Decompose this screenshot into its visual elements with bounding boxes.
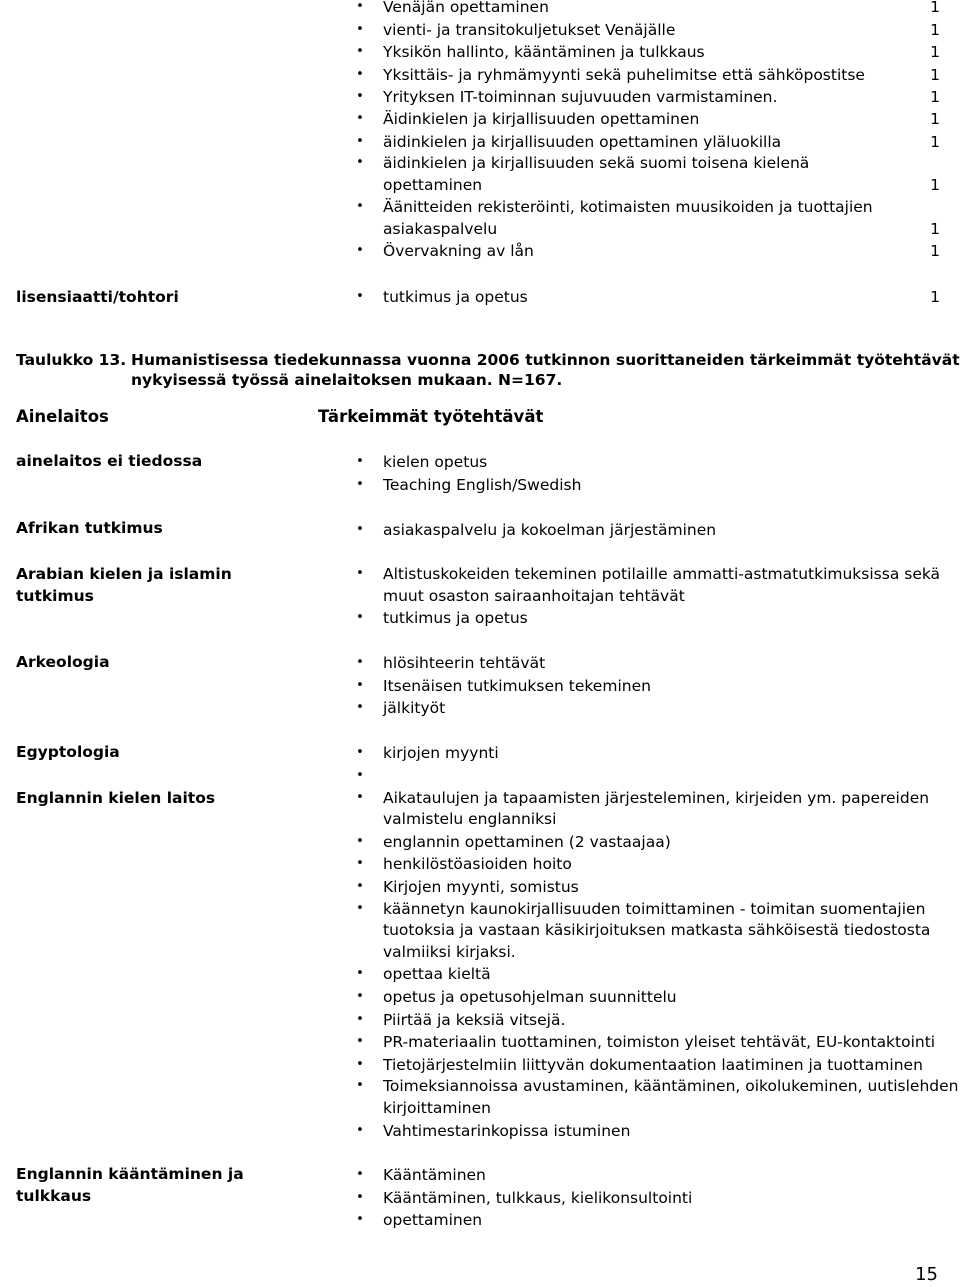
task-text: englannin opettaminen (2 vastaajaa): [383, 833, 671, 851]
list-item: [0, 196, 960, 218]
list-item-count: 1: [930, 176, 940, 194]
list-item: [0, 41, 960, 63]
list-item-text: Äänitteiden rekisteröinti, kotimaisten muusikoiden ja tuottajien: [383, 198, 873, 216]
department-name: Afrikan tutkimus: [16, 519, 163, 537]
bullet-icon: •: [356, 522, 364, 537]
bullet-icon: •: [356, 454, 364, 469]
bullet-icon: •: [356, 790, 364, 805]
task-text: Toimeksiannoissa avustaminen, kääntäminen, oikolukeminen, uutislehden: [383, 1077, 959, 1095]
list-item-text: äidinkielen ja kirjallisuuden opettaminen yläluokilla: [383, 133, 782, 151]
list-item-text: äidinkielen ja kirjallisuuden sekä suomi toisena kielenä: [383, 154, 810, 172]
bullet-icon: •: [356, 477, 364, 492]
list-item-text: Yksittäis- ja ryhmämyynti sekä puhelimitse että sähköpostitse: [383, 66, 865, 84]
task-text: Aikataulujen ja tapaamisten järjesteleminen, kirjeiden ym. papereiden: [383, 789, 930, 807]
task-text: tuotoksia ja vastaan käsikirjoituksen matkasta sähköisestä tiedostosta: [383, 921, 931, 939]
column-header-department: Ainelaitos: [16, 407, 109, 426]
column-header-tasks: Tärkeimmät työtehtävät: [318, 407, 544, 426]
list-item-text: Yksikön hallinto, kääntäminen ja tulkkaus: [383, 43, 705, 61]
task-text: käännetyn kaunokirjallisuuden toimittaminen - toimitan suomentajien: [383, 900, 926, 918]
task-text: Vahtimestarinkopissa istuminen: [383, 1122, 631, 1140]
task-text: Kirjojen myynti, somistus: [383, 878, 579, 896]
task-item: [0, 1187, 960, 1209]
bullet-icon: •: [356, 289, 364, 304]
task-text: valmistelu englanniksi: [383, 810, 557, 828]
bullet-icon: •: [356, 134, 364, 149]
task-text: kirjojen myynti: [383, 744, 499, 762]
bullet-icon: •: [356, 768, 364, 783]
table-caption-line2: nykyisessä työssä ainelaitoksen mukaan. N=167.: [131, 371, 563, 389]
task-text: kielen opetus: [383, 453, 488, 471]
bullet-icon: •: [356, 0, 364, 14]
list-item-count: 1: [930, 110, 940, 128]
bullet-icon: •: [356, 700, 364, 715]
task-item: [0, 1054, 960, 1076]
task-item: [0, 563, 960, 585]
task-item: [0, 697, 960, 719]
degree-label: lisensiaatti/tohtori: [16, 288, 179, 306]
task-text: tutkimus ja opetus: [383, 609, 528, 627]
department-name: Englannin kielen laitos: [16, 789, 216, 807]
department-name: Arabian kielen ja islamin: [16, 565, 232, 583]
bullet-icon: •: [356, 834, 364, 849]
task-text: Itsenäisen tutkimuksen tekeminen: [383, 677, 651, 695]
bullet-icon: •: [356, 1057, 364, 1072]
bullet-icon: •: [356, 243, 364, 258]
task-text: Tietojärjestelmiin liittyvän dokumentaation laatiminen ja tuottaminen: [383, 1056, 923, 1074]
task-item: [0, 652, 960, 674]
bullet-icon: •: [356, 1123, 364, 1138]
task-item: [0, 607, 960, 629]
bullet-icon: •: [356, 111, 364, 126]
list-item-text: Övervakning av lån: [383, 242, 534, 260]
task-item-continuation: [0, 919, 960, 941]
list-item-text: Äidinkielen ja kirjallisuuden opettaminen: [383, 110, 700, 128]
task-item: [0, 675, 960, 697]
bullet-icon: •: [356, 1212, 364, 1227]
list-item: [0, 108, 960, 130]
bullet-icon: •: [356, 901, 364, 916]
department-name: ainelaitos ei tiedossa: [16, 452, 203, 470]
bullet-icon: •: [356, 879, 364, 894]
bullet-icon: •: [356, 856, 364, 871]
list-item-count: 1: [930, 43, 940, 61]
list-item: [0, 86, 960, 108]
bullet-icon: •: [356, 1078, 364, 1093]
department-name-continuation: tulkkaus: [16, 1187, 92, 1205]
bullet-icon: •: [356, 966, 364, 981]
task-text: Piirtää ja keksiä vitsejä.: [383, 1011, 566, 1029]
task-item: [0, 853, 960, 875]
task-text: asiakaspalvelu ja kokoelman järjestäminen: [383, 521, 717, 539]
list-item-text: Venäjän opettaminen: [383, 0, 549, 16]
bullet-icon: •: [356, 89, 364, 104]
list-item: [0, 240, 960, 262]
task-item: [0, 1009, 960, 1031]
bullet-icon: •: [356, 1034, 364, 1049]
task-item: [0, 1164, 960, 1186]
task-item: [0, 474, 960, 496]
list-item-text: opettaminen: [383, 176, 483, 194]
task-item-continuation: [0, 1097, 960, 1119]
list-item: [0, 152, 960, 174]
bullet-icon: •: [356, 67, 364, 82]
task-item: [0, 1120, 960, 1142]
list-item: [0, 19, 960, 41]
task-text: opetus ja opetusohjelman suunnittelu: [383, 988, 677, 1006]
department-name: Arkeologia: [16, 653, 110, 671]
list-item-count: 1: [930, 0, 940, 16]
list-item-count: 1: [930, 66, 940, 84]
bullet-icon: •: [356, 1012, 364, 1027]
bullet-icon: •: [356, 655, 364, 670]
bullet-icon: •: [356, 745, 364, 760]
bullet-icon: •: [356, 566, 364, 581]
task-text: henkilöstöasioiden hoito: [383, 855, 572, 873]
list-item-text: Yrityksen IT-toiminnan sujuvuuden varmistaminen.: [383, 88, 778, 106]
department-name: Egyptologia: [16, 743, 120, 761]
department-name: Englannin kääntäminen ja: [16, 1165, 244, 1183]
list-item-continuation: [0, 174, 960, 196]
task-text: hlösihteerin tehtävät: [383, 654, 546, 672]
task-item-continuation: [0, 808, 960, 830]
task-text: muut osaston sairaanhoitajan tehtävät: [383, 587, 685, 605]
table-caption-line1: Humanistisessa tiedekunnassa vuonna 2006 tutkinnon suorittaneiden tärkeimmät työtehtävät: [131, 351, 960, 369]
task-item: [0, 831, 960, 853]
page-number: 15: [915, 1264, 938, 1285]
list-item-text: asiakaspalvelu: [383, 220, 498, 238]
task-text: jälkityöt: [383, 699, 446, 717]
task-item: [0, 986, 960, 1008]
task-item: [0, 876, 960, 898]
task-text: Kääntäminen, tulkkaus, kielikonsultointi: [383, 1189, 693, 1207]
task-item: [0, 963, 960, 985]
task-item: [0, 787, 960, 809]
bullet-icon: •: [356, 678, 364, 693]
task-item: [0, 451, 960, 473]
degree-item-count: 1: [930, 288, 940, 306]
task-item-empty: [0, 765, 960, 787]
bullet-icon: •: [356, 22, 364, 37]
task-item: [0, 1075, 960, 1097]
task-text: Kääntäminen: [383, 1166, 486, 1184]
list-item-continuation: [0, 218, 960, 240]
list-item-count: 1: [930, 133, 940, 151]
list-item: [0, 0, 960, 18]
task-item-continuation: [0, 585, 960, 607]
table-caption-label: Taulukko 13.: [16, 351, 127, 369]
bullet-icon: •: [356, 610, 364, 625]
list-item-count: 1: [930, 242, 940, 260]
degree-row: [0, 286, 960, 308]
bullet-icon: •: [356, 155, 364, 170]
task-text: valmiiksi kirjaksi.: [383, 943, 516, 961]
task-item: [0, 1209, 960, 1231]
list-item-count: 1: [930, 21, 940, 39]
bullet-icon: •: [356, 44, 364, 59]
bullet-icon: •: [356, 989, 364, 1004]
task-text: Altistuskokeiden tekeminen potilaille ammatti-astmatutkimuksissa sekä: [383, 565, 941, 583]
task-item: [0, 519, 960, 541]
list-item-count: 1: [930, 88, 940, 106]
list-item-text: vienti- ja transitokuljetukset Venäjälle: [383, 21, 676, 39]
department-name-continuation: tutkimus: [16, 587, 94, 605]
bullet-icon: •: [356, 1167, 364, 1182]
list-item: [0, 64, 960, 86]
bullet-icon: •: [356, 199, 364, 214]
list-item: [0, 131, 960, 153]
task-item: [0, 898, 960, 920]
task-item: [0, 742, 960, 764]
task-text: opettaminen: [383, 1211, 483, 1229]
bullet-icon: •: [356, 1190, 364, 1205]
task-text: PR-materiaalin tuottaminen, toimiston yleiset tehtävät, EU-kontaktointi: [383, 1033, 936, 1051]
task-item: [0, 1031, 960, 1053]
list-item-count: 1: [930, 220, 940, 238]
task-text: Teaching English/Swedish: [383, 476, 582, 494]
task-text: kirjoittaminen: [383, 1099, 491, 1117]
degree-item-text: tutkimus ja opetus: [383, 288, 528, 306]
task-text: opettaa kieltä: [383, 965, 491, 983]
task-item-continuation: [0, 941, 960, 963]
